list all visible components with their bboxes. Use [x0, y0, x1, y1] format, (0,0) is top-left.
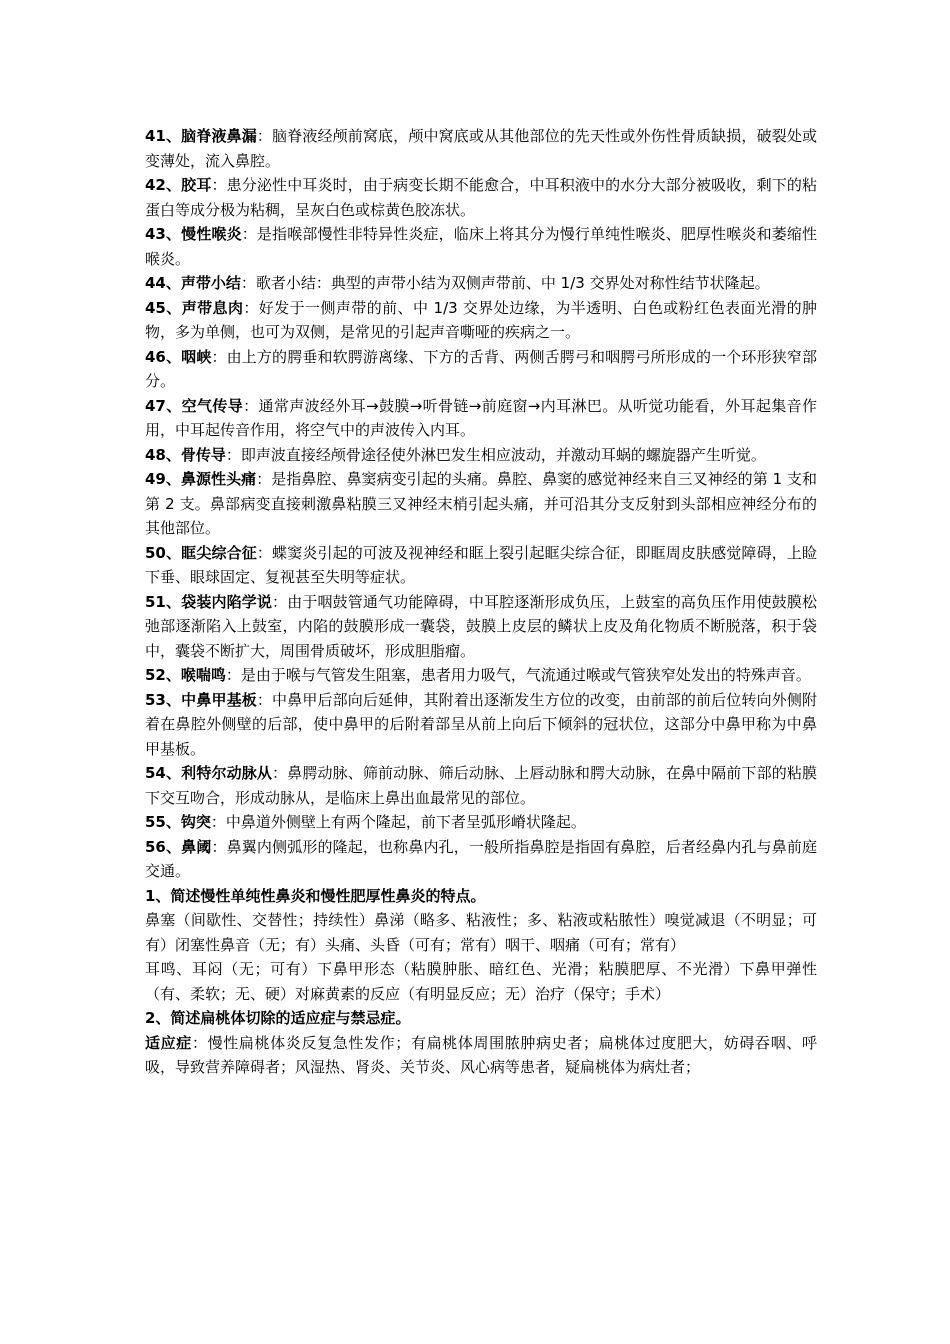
glossary-entry — [145, 271, 817, 296]
glossary-entry — [145, 467, 817, 541]
glossary-entry — [145, 663, 817, 688]
entry-definition: 即声波直接经颅骨途径使外淋巴发生相应波动，并激动耳蜗的螺旋器产生听觉。 — [240, 445, 766, 464]
entry-number: 54、 — [145, 764, 182, 782]
entry-number: 56、 — [145, 837, 182, 856]
entry-separator: ： — [243, 298, 259, 317]
entry-number: 52、 — [145, 666, 181, 684]
glossary-entry — [145, 173, 817, 222]
entry-term: 咽峡 — [181, 347, 212, 366]
glossary-entry — [145, 590, 817, 664]
entry-definition: 好发于一侧声带的前、中 1/3 交界处边缘，为半透明、白色或粉红色表面光滑的肿物，多为单侧，也可为双侧，是常见的引起声音嘶哑的疾病之一。 — [145, 298, 817, 341]
entry-definition: 中鼻道外侧壁上有两个隆起，前下者呈弧形嵴状隆起。 — [225, 813, 586, 831]
glossary-entry — [145, 810, 817, 835]
entry-separator: ： — [256, 690, 273, 709]
entry-number: 41、 — [145, 127, 182, 145]
entry-number: 47、 — [145, 396, 182, 415]
entry-number: 51、 — [145, 592, 182, 611]
glossary-entry — [145, 296, 817, 345]
entry-term: 利特尔动脉从 — [181, 764, 273, 782]
entry-definition: 是由于喉与气管发生阻塞，患者用力吸气，气流通过喉或气管狭窄处发出的特殊声音。 — [240, 666, 811, 684]
entry-definition: 鼻翼内侧弧形的隆起，也称鼻内孔，一般所指鼻腔是指固有鼻腔，后者经鼻内孔与鼻前庭交通。 — [145, 837, 818, 880]
entry-term: 胶耳 — [181, 176, 212, 194]
entry-term: 骨传导 — [180, 445, 226, 464]
question-2-indications — [145, 1031, 817, 1080]
entry-separator: ： — [211, 837, 227, 856]
entry-definition: 患分泌性中耳炎时，由于病变长期不能愈合，中耳积液中的水分大部分被吸收，剩下的粘蛋白等成分极为粘稠，呈灰白色或棕黄色胶冻状。 — [145, 176, 818, 219]
glossary-list — [145, 124, 817, 884]
entry-definition: 由上方的腭垂和软腭游离缘、下方的舌背、两侧舌腭弓和咽腭弓所形成的一个环形狭窄部分。 — [145, 347, 818, 390]
entry-definition: 中鼻甲后部向后延伸，其附着出逐渐发生方位的改变，由前部的前后位转向外侧附着在鼻腔外侧壁的后部，使中鼻甲的后附着部呈从前上向后下倾斜的冠状位，这部分中鼻甲称为中鼻甲基板。 — [145, 690, 817, 758]
entry-number: 50、 — [145, 543, 182, 562]
entry-separator: ： — [256, 470, 272, 488]
entry-term: 鼻源性头痛 — [180, 470, 257, 488]
entry-definition: 脑脊液经颅前窝底，颅中窝底或从其他部位的先天性或外伤性骨质缺损，破裂处或变薄处，流入鼻腔。 — [145, 127, 817, 170]
glossary-entry — [145, 761, 817, 810]
glossary-entry — [145, 541, 817, 590]
entry-term: 中鼻甲基板 — [181, 690, 257, 709]
entry-number: 44、 — [145, 274, 181, 292]
entry-term: 慢性喉炎 — [181, 225, 242, 243]
entry-term: 脑脊液鼻漏 — [181, 127, 257, 145]
entry-number: 43、 — [145, 225, 182, 243]
glossary-entry — [145, 835, 817, 884]
entry-number: 49、 — [145, 470, 181, 488]
entry-term: 钩突 — [180, 813, 211, 831]
entry-separator: ： — [211, 176, 227, 194]
entry-number: 55、 — [145, 813, 181, 831]
entry-definition: 歌者小结：典型的声带小结为双侧声带前、中 1/3 交界处对称性结节状隆起。 — [255, 274, 770, 292]
entry-separator: ： — [211, 347, 227, 366]
question-1-answer-para-1: 鼻塞（间歇性、交替性；持续性）鼻涕（略多、粘液性；多、粘液或粘脓性）嗅觉减退（不明显；可有）闭塞性鼻音（无；有）头痛、头昏（可有；常有）咽干、咽痛（可有；常有） — [145, 911, 817, 954]
entry-definition: 由于咽鼓管通气功能障碍，中耳腔逐渐形成负压，上鼓室的高负压作用使鼓膜松弛部逐渐陷入上鼓室，内陷的鼓膜形成一囊袋，鼓膜上皮层的鳞状上皮及角化物质不断脱落，积于袋中，囊袋不断扩大，周围骨质破坏，形成胆脂瘤。 — [145, 592, 817, 660]
entry-definition: 蝶窦炎引起的可波及视神经和眶上裂引起眶尖综合征，即眶周皮肤感觉障碍，上睑下垂、眼球固定、复视甚至失明等症状。 — [145, 543, 817, 586]
entry-term: 空气传导 — [181, 396, 244, 415]
glossary-entry — [145, 443, 817, 468]
entry-term: 眶尖综合征 — [181, 543, 257, 562]
entry-term: 鼻阈 — [181, 837, 212, 856]
indications-term: 适应症 — [145, 1033, 192, 1052]
glossary-entry — [145, 688, 817, 762]
indications-separator: ： — [191, 1033, 208, 1052]
entry-separator: ： — [272, 764, 288, 782]
entry-separator: ： — [243, 396, 259, 415]
entry-number: 48、 — [145, 445, 181, 464]
entry-separator: ： — [225, 445, 241, 464]
entry-term: 喉喘鸣 — [180, 666, 226, 684]
entry-definition: 是指喉部慢性非特异性炎症，临床上将其分为慢行单纯性喉炎、肥厚性喉炎和萎缩性喉炎。 — [145, 225, 817, 268]
entry-number: 53、 — [145, 690, 182, 709]
question-2-title: 2、简述扁桃体切除的适应症与禁忌症。 — [145, 1009, 411, 1027]
glossary-entry — [145, 394, 817, 443]
question-1-title: 1、简述慢性单纯性鼻炎和慢性肥厚性鼻炎的特点。 — [145, 886, 486, 905]
entry-separator: ： — [210, 813, 226, 831]
entry-separator: ： — [225, 666, 241, 684]
entry-separator: ： — [256, 543, 273, 562]
entry-number: 42、 — [145, 176, 182, 194]
glossary-entry — [145, 124, 817, 173]
entry-separator: ： — [240, 274, 256, 292]
document-page — [145, 124, 817, 1080]
entry-definition: 是指鼻腔、鼻窦病变引起的头痛。鼻腔、鼻窦的感觉神经来自三叉神经的第 1 支和第 2 支。鼻部病变直接刺激鼻粘膜三叉神经末梢引起头痛，并可沿其分支反射到头部相应神经分布的其他部位。 — [145, 470, 817, 537]
indications-text: 慢性扁桃体炎反复急性发作；有扁桃体周围脓肿病史者；扁桃体过度肥大，妨碍吞咽、呼吸，导致营养障碍者；风湿热、肾炎、关节炎、风心病等患者，疑扁桃体为病灶者； — [145, 1033, 817, 1076]
entry-definition: 鼻腭动脉、筛前动脉、筛后动脉、上唇动脉和腭大动脉，在鼻中隔前下部的粘膜下交互吻合，形成动脉从，是临床上鼻出血最常见的部位。 — [145, 764, 817, 807]
entry-term: 声带小结 — [180, 274, 241, 292]
entry-separator: ： — [272, 592, 288, 611]
question-1-answer-para-2: 耳鸣、耳闷（无；可有）下鼻甲形态（粘膜肿胀、暗红色、光滑；粘膜肥厚、不光滑）下鼻甲弹性（有、柔软；无、硬）对麻黄素的反应（有明显反应；无）治疗（保守；手术） — [145, 960, 817, 1003]
entry-number: 45、 — [145, 298, 182, 317]
glossary-entry — [145, 222, 817, 271]
entry-separator: ： — [256, 127, 273, 145]
entry-term: 袋装内陷学说 — [181, 592, 273, 611]
entry-separator: ： — [241, 225, 257, 243]
entry-term: 声带息肉 — [181, 298, 244, 317]
entry-definition: 通常声波经外耳→鼓膜→听骨链→前庭窗→内耳淋巴。从听觉功能看，外耳起集音作用，中耳起传音作用，将空气中的声波传入内耳。 — [145, 396, 817, 439]
glossary-entry — [145, 345, 817, 394]
entry-number: 46、 — [145, 347, 182, 366]
